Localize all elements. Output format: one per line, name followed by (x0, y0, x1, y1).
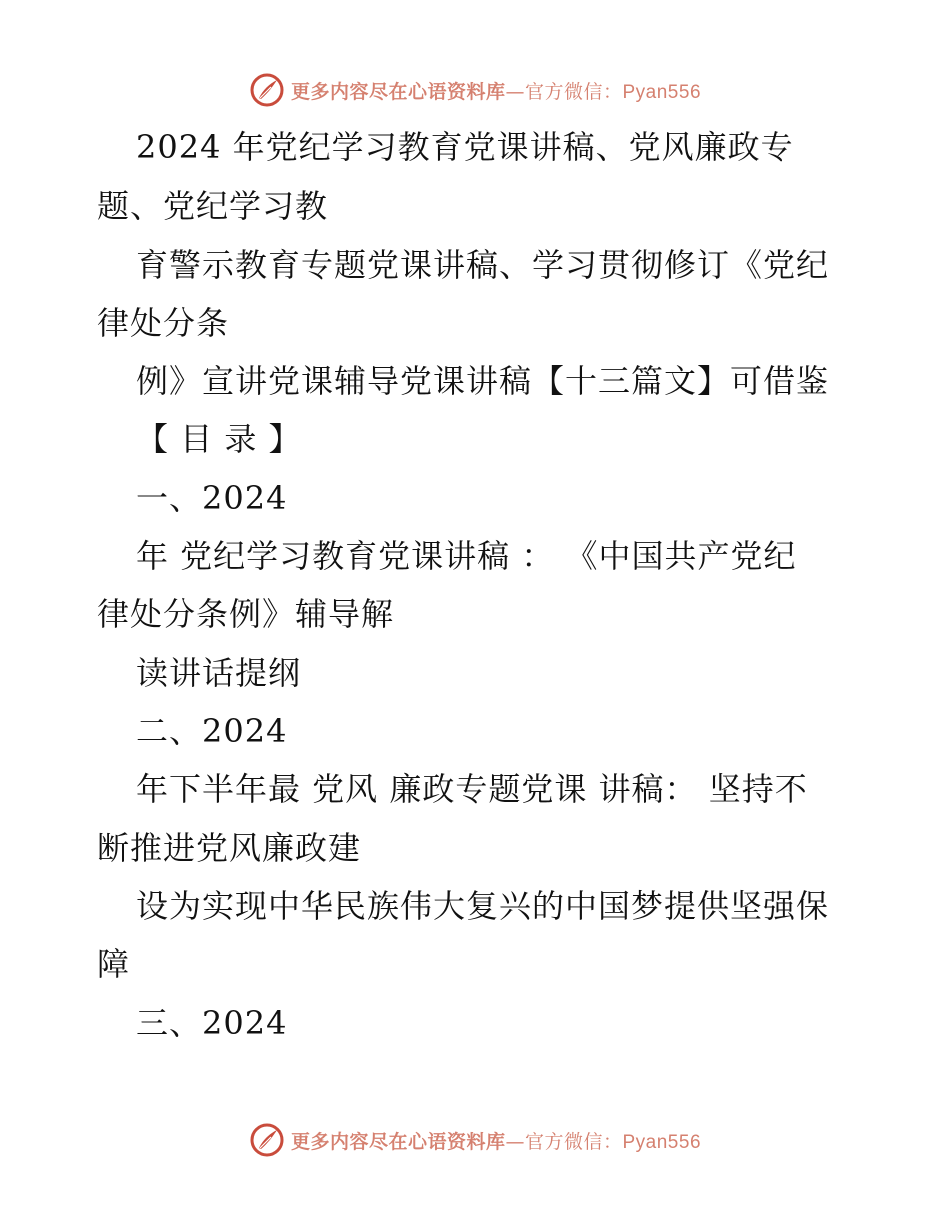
text-line: 律处分条例》辅导解 (97, 595, 395, 633)
toc-heading: 【 目 录 】 (136, 420, 302, 458)
watermark-header (0, 70, 950, 110)
text-line: 障 (97, 945, 131, 983)
text-line: 例》宣讲党课辅导党课讲稿【十三篇文】可借鉴 (136, 362, 830, 400)
watermark-brand: 更多内容尽在心语资料库 (290, 1130, 506, 1153)
watermark-id: Pyan556 (622, 1131, 702, 1153)
watermark-brand: 更多内容尽在心语资料库 (290, 80, 506, 103)
watermark-contact: 官方微信： (524, 1130, 623, 1153)
text-line: 育警示教育专题党课讲稿、学习贯彻修订《党纪 (136, 246, 830, 284)
toc-item-number: 二、2024 (136, 712, 288, 750)
quill-logo-icon (249, 1122, 285, 1158)
text-line: 年下半年最 党风 廉政专题党课 讲稿： 坚持不 (136, 770, 808, 808)
text-line: 律处分条 (97, 304, 230, 342)
text-line: 题、党纪学习教 (97, 187, 329, 225)
watermark-footer (0, 1120, 950, 1160)
text-line: 断推进党风廉政建 (97, 829, 362, 867)
text-line: 读讲话提纲 (136, 654, 302, 692)
watermark-separator: — (505, 1130, 525, 1153)
text-line: 2024 年党纪学习教育党课讲稿、党风廉政专 (136, 128, 794, 166)
quill-logo-icon (249, 72, 285, 108)
watermark-text (291, 1127, 701, 1154)
watermark-contact: 官方微信： (524, 80, 623, 103)
toc-item-number: 一、2024 (136, 479, 288, 517)
text-line: 年 党纪学习教育党课讲稿 ： 《中国共产党纪 (136, 537, 797, 575)
text-line: 设为实现中华民族伟大复兴的中国梦提供坚强保 (136, 887, 830, 925)
toc-item-number: 三、2024 (136, 1004, 288, 1042)
watermark-separator: — (505, 80, 525, 103)
watermark-text (291, 77, 701, 104)
watermark-id: Pyan556 (622, 81, 702, 103)
